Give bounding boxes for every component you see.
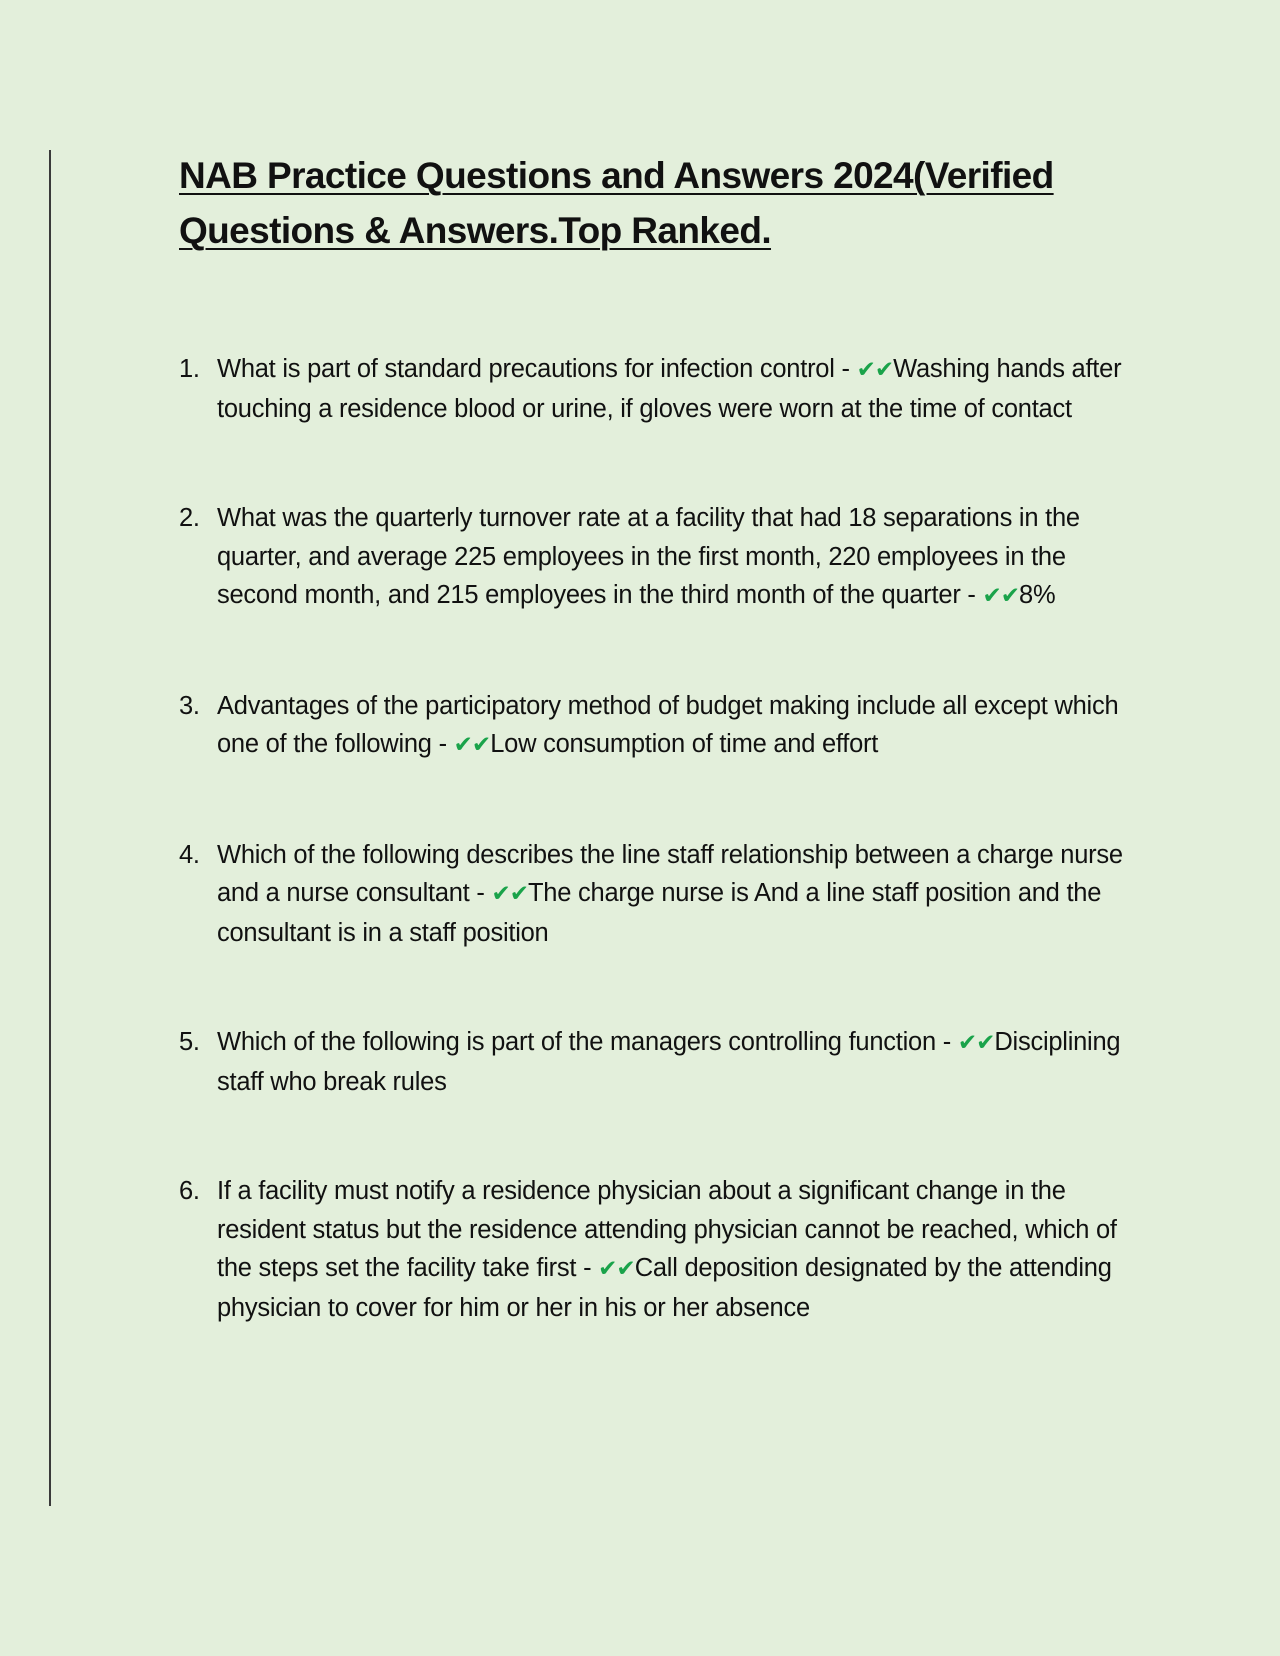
margin-rule (49, 150, 51, 1506)
list-item (179, 499, 1139, 616)
answer-text: The charge nurse is And a line staff position and the consultant is in a staff position (217, 879, 1102, 947)
answer-text: Disciplining staff who break rules (217, 1028, 1121, 1096)
question-text: If a facility must notify a residence physician about a significant change in the resident status but the residence attending physician cannot be reached, which of the steps set the facility take first - (217, 1177, 1117, 1282)
question-text: Advantages of the participatory method of budget making include all except which one of the following - (217, 691, 1119, 758)
question-number: 6. (179, 1177, 200, 1205)
question-list (179, 350, 1139, 1327)
answer-text: Call deposition designated by the attending physician to cover for him or her in his or her absence (217, 1254, 1112, 1322)
check-icon: ✔✔ (957, 1030, 995, 1056)
list-item (179, 836, 1139, 953)
page-title: NAB Practice Questions and Answers 2024(Verified Questions & Answers.Top Ranked. (179, 155, 1054, 251)
list-item (179, 350, 1139, 428)
list-item (179, 1172, 1139, 1327)
answer-text: Low consumption of time and effort (490, 730, 879, 758)
question-text: What was the quarterly turnover rate at a facility that had 18 separations in the quarter, and average 225 employees in the first month, 220 employees in the second month, and 215 employees in the third month of the quarter - (217, 504, 1080, 609)
answer-text: Washing hands after touching a residence blood or urine, if gloves were worn at the time of contact (217, 355, 1122, 423)
list-item (179, 1023, 1139, 1101)
list-item (179, 687, 1139, 765)
document-body (179, 148, 1139, 1398)
question-text: Which of the following describes the line staff relationship between a charge nurse and a nurse consultant - (217, 840, 1123, 907)
check-icon: ✔✔ (453, 732, 491, 758)
question-number: 3. (179, 691, 200, 720)
question-number: 2. (179, 504, 200, 532)
check-icon: ✔✔ (491, 881, 528, 907)
answer-text: 8% (1019, 581, 1056, 609)
check-icon: ✔✔ (856, 357, 894, 383)
check-icon: ✔✔ (982, 583, 1020, 609)
check-icon: ✔✔ (598, 1256, 635, 1282)
question-number: 4. (179, 840, 200, 869)
question-number: 1. (179, 355, 200, 383)
question-text: Which of the following is part of the managers controlling function - (217, 1028, 958, 1056)
question-text: What is part of standard precautions for infection control - (217, 355, 857, 383)
question-number: 5. (179, 1028, 200, 1056)
